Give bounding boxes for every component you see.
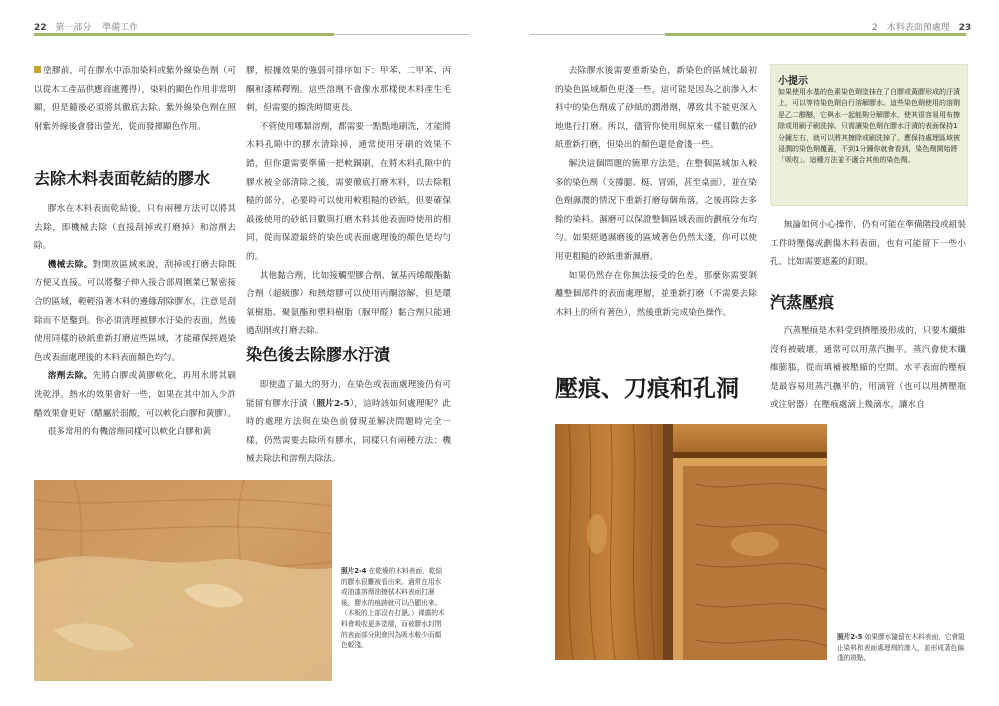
caption-text: 如果膠水隨留在木料表面，它會阻止染料和表面處理劑的滲入，並形成著色偏淺的斑點。 — [837, 633, 965, 663]
paragraph: 無論如何小心操作，仍有可能在準備階段或組裝工件時壓傷或劃傷木料表面，也有可能留下一些小孔，比如需要遮蓋的釘眼。 — [770, 220, 966, 268]
paragraph: 如果仍然存在你無法接受的色差，那麼你需要剝離整個部件的表面處理層，並重新打磨（不需要去除木料上的所有著色），然後重新完成染色操作。 — [555, 270, 757, 318]
column-3 — [555, 62, 757, 322]
column-2 — [246, 62, 451, 341]
header-right — [872, 20, 971, 33]
caption-text: 在乾燥的木料表面，乾結的膠水很難被看出來。通常在用水或油漆溶劑油擦拭木料表面打濕後，膠水的痕跡就可以凸顯出來。（木板的上部沒有打濕。）裸露的木料會吸收更多塗層，而被膠水封閉的表面部分則會因為吸水較少而顏色較淺。 — [341, 567, 445, 650]
heading-dents-cuts-holes: 壓痕、刀痕和孔洞 — [555, 375, 739, 402]
paragraph: 去除膠水後需要重新染色，新染色的區域比最初的染色區域顏色更淺一些，這可能是因為之前滲入木料中的染色劑成了砂紙的潤滑劑，導致其不能更深入地進行打磨。所以，儘管你使用與原來一樣目數的砂紙重新打磨，但染出的顏色還是會淺一些。 — [555, 66, 757, 151]
paragraph: 不管使用哪類溶劑，都需要一點點地刷洗，才能將木料孔隙中的膠水清除掉，通常使用牙刷的效果不錯，但你還需要準備一把軟銅刷，在將木料孔隙中的膠水被全部清除之後，需要徹底打磨木料，以去除粗糙的部分，必要時可以使用較粗糙的砂紙，但要確保最後使用的砂紙目數與打磨木料其他表面時使用的相同，從而保證最終的染色或表面處理後的顏色是均勻的。 — [246, 121, 451, 262]
header-chapter: 2 木料表面預處理 — [872, 23, 950, 33]
photo-2-5-oak-frame — [555, 424, 827, 660]
header-section: 準備工作 — [102, 23, 139, 33]
page-number-right: 23 — [958, 23, 972, 33]
paragraph: 膠水在木料表面乾結後，只有兩種方法可以將其去除，即機械去除（直接刮掉或打磨掉）和溶劑去除。 — [34, 204, 236, 252]
paragraph: 很多常用的有機溶劑同樣可以軟化白膠和黃 — [47, 427, 212, 438]
column-1-top — [34, 62, 236, 136]
paragraph: 溶劑去除。先將白膠或黃膠軟化，再用水將其刷洗乾淨。熱水的效果會好一些，如果在其中加入少許醋效果會更好（醋屬於弱酸，可以軟化白膠和黃膠）。 — [34, 371, 236, 419]
wood-board-illustration — [34, 480, 332, 681]
header-left — [34, 20, 138, 33]
paragraph: 膠，根據效果的強弱可排序如下：甲苯、二甲苯、丙酮和漆稀釋劑。這些溶劑不會像水那樣使木料產生毛刺，但需要的擦洗時間更長。 — [246, 66, 451, 114]
tip-title: 小提示 — [778, 76, 808, 87]
heading-remove-dried-glue: 去除木料表面乾結的膠水 — [34, 169, 211, 188]
photo-reference: 照片2-5 — [316, 398, 350, 409]
caption-photo-2-4 — [341, 566, 446, 651]
caption-label: 照片2-5 — [837, 633, 863, 641]
header-part: 第一部分 — [55, 23, 92, 33]
page-number-left: 22 — [34, 23, 47, 33]
caption-photo-2-5 — [837, 632, 969, 664]
header-accent-right — [665, 33, 966, 36]
paragraph: 即使盡了最大的努力，在染色或表面處理後仍有可能留有膠水汙漬（照片2-5），這時該如何處理呢？此時的處理方法與在染色前發現並解決問題時完全一樣，仍然需要去除所有膠水，同樣只有兩種方法：機械去除法和溶劑去除法。 — [246, 380, 451, 465]
column-4-bottom — [770, 322, 966, 415]
paragraph: 汽蒸壓痕是木料受到擠壓後形成的，只要木纖維沒有被破壞，通常可以用蒸汽撫平。蒸汽會使木纖維膨脹，從而填補被壓縮的空間。水平表面的壓痕是最容易用蒸汽撫平的，用滴管（也可以用擠壓瓶或注射器）在壓痕處滴上幾滴水，讓水自 — [770, 326, 966, 411]
photo-2-4-glue-stain-wood — [34, 480, 332, 681]
header-accent-left — [34, 33, 334, 36]
oak-frame-illustration — [555, 424, 827, 660]
tip-box — [770, 64, 968, 206]
paragraph: 其他黏合劑，比如接觸型膠合劑、氰基丙烯酸酯黏合劑（超級膠）和熱熔膠可以使用丙酮溶解，但是環氧樹脂、聚氨酯和塑料樹脂（脲甲醛）黏合劑只能通過刮削或打磨去除。 — [246, 270, 451, 337]
bullet-marker — [34, 66, 41, 73]
tip-body: 如果使用水基的色素染色劑塗抹在了白膠或黃膠形成的汙漬上，可以等待染色劑自行溶解膠水。這些染色劑使用的溶劑是乙二醇醚，它與水一起能夠分解膠水，使其很容易用布擦除或用刷子刷洗掉。只需讓染色劑在膠水汙漬的表面保持1分鐘左右，就可以將其擦除或刷洗掉了。應保持處理區域被浸潤的染色劑覆蓋，不到1分鐘你就會看到，染色劑開始將「吸收」。這種方法並不適合其他的染色劑。 — [778, 88, 960, 165]
paragraph: 機械去除。對開放區域來說，刮掉或打磨去除既方便又直接。可以將鑿子伸入接合部周圍業已緊密接合的區域，輕輕沿著木料的邊緣刮除膠水，注意是刮除而不是鑿到。你必須清理被膠水汙染的表面，然後使用同樣的砂紙重新打磨這些區域，才能確保經過染色或表面處理後的木料表面顏色均勻。 — [34, 259, 236, 363]
heading-steam-dents: 汽蒸壓痕 — [770, 293, 835, 312]
column-1 — [34, 200, 236, 442]
heading-remove-glue-after-staining: 染色後去除膠水汙漬 — [246, 345, 391, 364]
caption-label: 照片2-4 — [341, 567, 367, 575]
column-2-bottom — [246, 376, 451, 469]
paragraph: 塗膠前，可在膠水中添加染料或紫外線染色劑（可以從木工產品供應商處獲得），染料的顯色作用非常明顯，但是隨後必須將其徹底去除。紫外線染色劑在照射紫外線後會發出螢光，從而發揮顯色作用。 — [34, 66, 236, 132]
paragraph: 解決這個問題的簡單方法是，在整個區域加入較多的染色劑（支撐腿、梃、冒頭，甚至桌面），並在染色劑濕潤的情況下重新打磨每個角落，之後再除去多餘的染料。濕磨可以保證整個區域表面的劃痕分布均勻。如果經過濕磨後的區域著色仍然太淺，你可以使用更粗糙的砂紙重新濕磨。 — [555, 158, 757, 262]
column-4 — [770, 216, 966, 272]
